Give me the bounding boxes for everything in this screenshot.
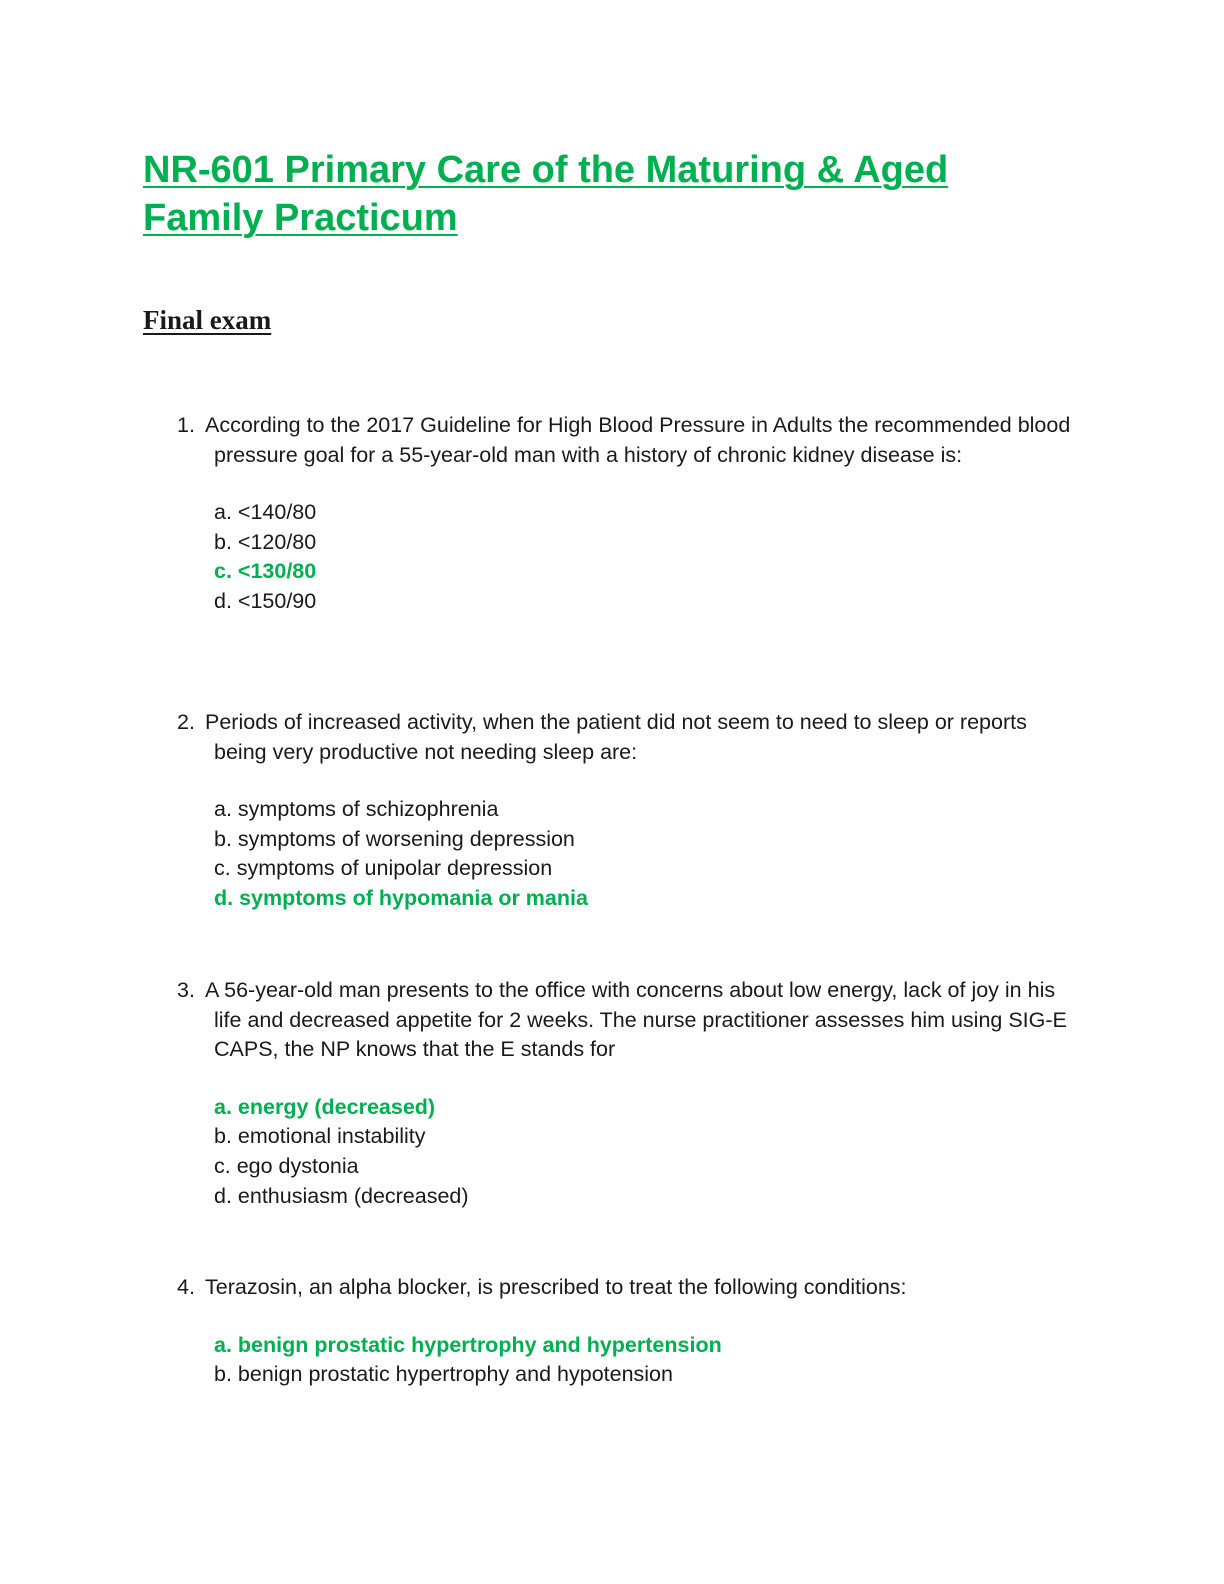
question-number: 1. (177, 413, 195, 437)
answer-option: c. ego dystonia (214, 1153, 359, 1178)
question-1 (177, 411, 1077, 617)
document-subtitle: Final exam (143, 305, 272, 335)
question-stem (177, 411, 1077, 470)
answer-option: d. <150/90 (214, 588, 317, 613)
answer-option: b. benign prostatic hypertrophy and hypotension (214, 1362, 673, 1387)
question-text: A 56-year-old man presents to the office with concerns about low energy, lack of joy in his life and decreased appetite for 2 weeks. The nurse practitioner assesses him using SIG-E CAPS, the NP knows that the E stands for (205, 978, 1067, 1062)
question-text: According to the 2017 Guideline for High Blood Pressure in Adults the recommended blood pressure goal for a 55-year-old man with a history of chronic kidney disease is: (205, 413, 1071, 467)
answer-option: b. emotional instability (214, 1124, 426, 1149)
question-number: 4. (177, 1275, 195, 1299)
question-4 (177, 1273, 1077, 1390)
document-title-line-1: NR-601 Primary Care of the Maturing & Aged (143, 149, 949, 191)
question-stem (177, 708, 1077, 767)
document-title-line-2: Family Practicum (143, 197, 458, 239)
answer-option: c. symptoms of unipolar depression (214, 856, 553, 881)
question-text: Terazosin, an alpha blocker, is prescribed to treat the following conditions: (205, 1275, 907, 1299)
question-stem (177, 1273, 1077, 1303)
question-number: 3. (177, 978, 195, 1002)
question-stem (177, 976, 1077, 1065)
answer-option: a. <140/80 (214, 500, 317, 525)
correct-answer-option: d. symptoms of hypomania or mania (214, 885, 588, 910)
answer-option: a. symptoms of schizophrenia (214, 797, 499, 822)
document-title (143, 146, 1103, 242)
correct-answer-option: c. <130/80 (214, 559, 317, 584)
correct-answer-option: a. energy (decreased) (214, 1094, 436, 1119)
answer-option: b. <120/80 (214, 529, 317, 554)
question-text: Periods of increased activity, when the patient did not seem to need to sleep or reports being very productive not needing sleep are: (205, 710, 1027, 764)
correct-answer-option: a. benign prostatic hypertrophy and hypertension (214, 1332, 722, 1357)
answer-option: d. enthusiasm (decreased) (214, 1183, 469, 1208)
answer-options (214, 1331, 1077, 1390)
answer-options (214, 795, 1077, 913)
answer-options (214, 498, 1077, 616)
answer-option: b. symptoms of worsening depression (214, 826, 575, 851)
question-3 (177, 976, 1077, 1211)
question-number: 2. (177, 710, 195, 734)
question-2 (177, 708, 1077, 914)
answer-options (214, 1093, 1077, 1211)
